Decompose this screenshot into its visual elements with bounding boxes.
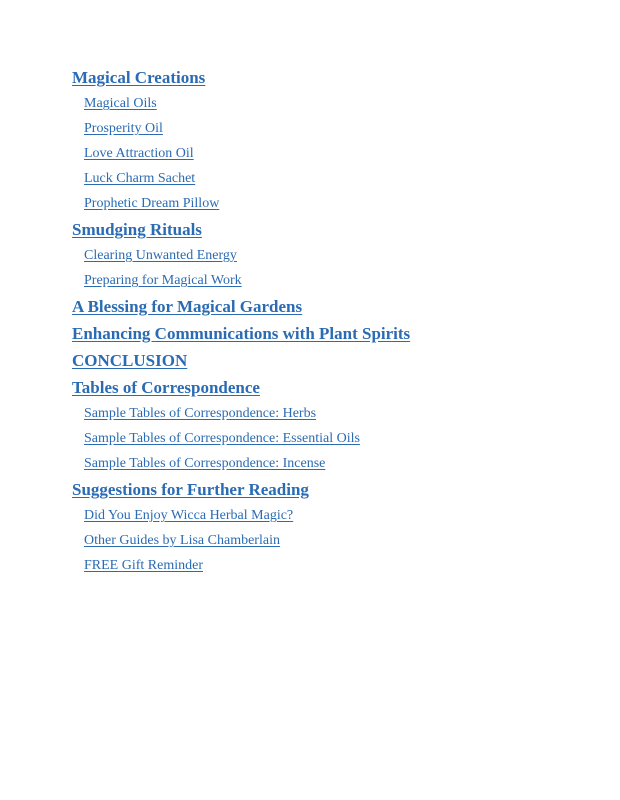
table-of-contents [72, 64, 592, 578]
toc-link-magical-oils[interactable]: Magical Oils [84, 96, 157, 111]
toc-link-magical-creations[interactable]: Magical Creations [72, 68, 206, 87]
toc-link-smudging-rituals[interactable]: Smudging Rituals [72, 220, 202, 239]
toc-link-did-you-enjoy[interactable]: Did You Enjoy Wicca Herbal Magic? [84, 508, 294, 523]
toc-link-other-guides[interactable]: Other Guides by Lisa Chamberlain [84, 533, 280, 548]
toc-link-enhancing-communications[interactable]: Enhancing Communications with Plant Spirits [72, 324, 411, 343]
toc-link-preparing-for-magical-work[interactable]: Preparing for Magical Work [84, 273, 242, 288]
toc-link-luck-charm-sachet[interactable]: Luck Charm Sachet [84, 171, 196, 186]
toc-link-free-gift-reminder[interactable]: FREE Gift Reminder [84, 558, 203, 573]
toc-link-love-attraction-oil[interactable]: Love Attraction Oil [84, 146, 194, 161]
toc-link-tables-incense[interactable]: Sample Tables of Correspondence: Incense [84, 456, 326, 471]
toc-link-prosperity-oil[interactable]: Prosperity Oil [84, 121, 163, 136]
toc-link-tables-of-correspondence[interactable]: Tables of Correspondence [72, 378, 260, 397]
toc-link-conclusion[interactable]: CONCLUSION [72, 351, 188, 370]
toc-link-prophetic-dream-pillow[interactable]: Prophetic Dream Pillow [84, 196, 220, 211]
toc-link-clearing-unwanted-energy[interactable]: Clearing Unwanted Energy [84, 248, 237, 263]
toc-link-blessing-for-magical-gardens[interactable]: A Blessing for Magical Gardens [72, 297, 303, 316]
toc-link-tables-herbs[interactable]: Sample Tables of Correspondence: Herbs [84, 406, 317, 421]
toc-link-further-reading[interactable]: Suggestions for Further Reading [72, 480, 309, 499]
toc-link-tables-essential-oils[interactable]: Sample Tables of Correspondence: Essential Oils [84, 431, 360, 446]
